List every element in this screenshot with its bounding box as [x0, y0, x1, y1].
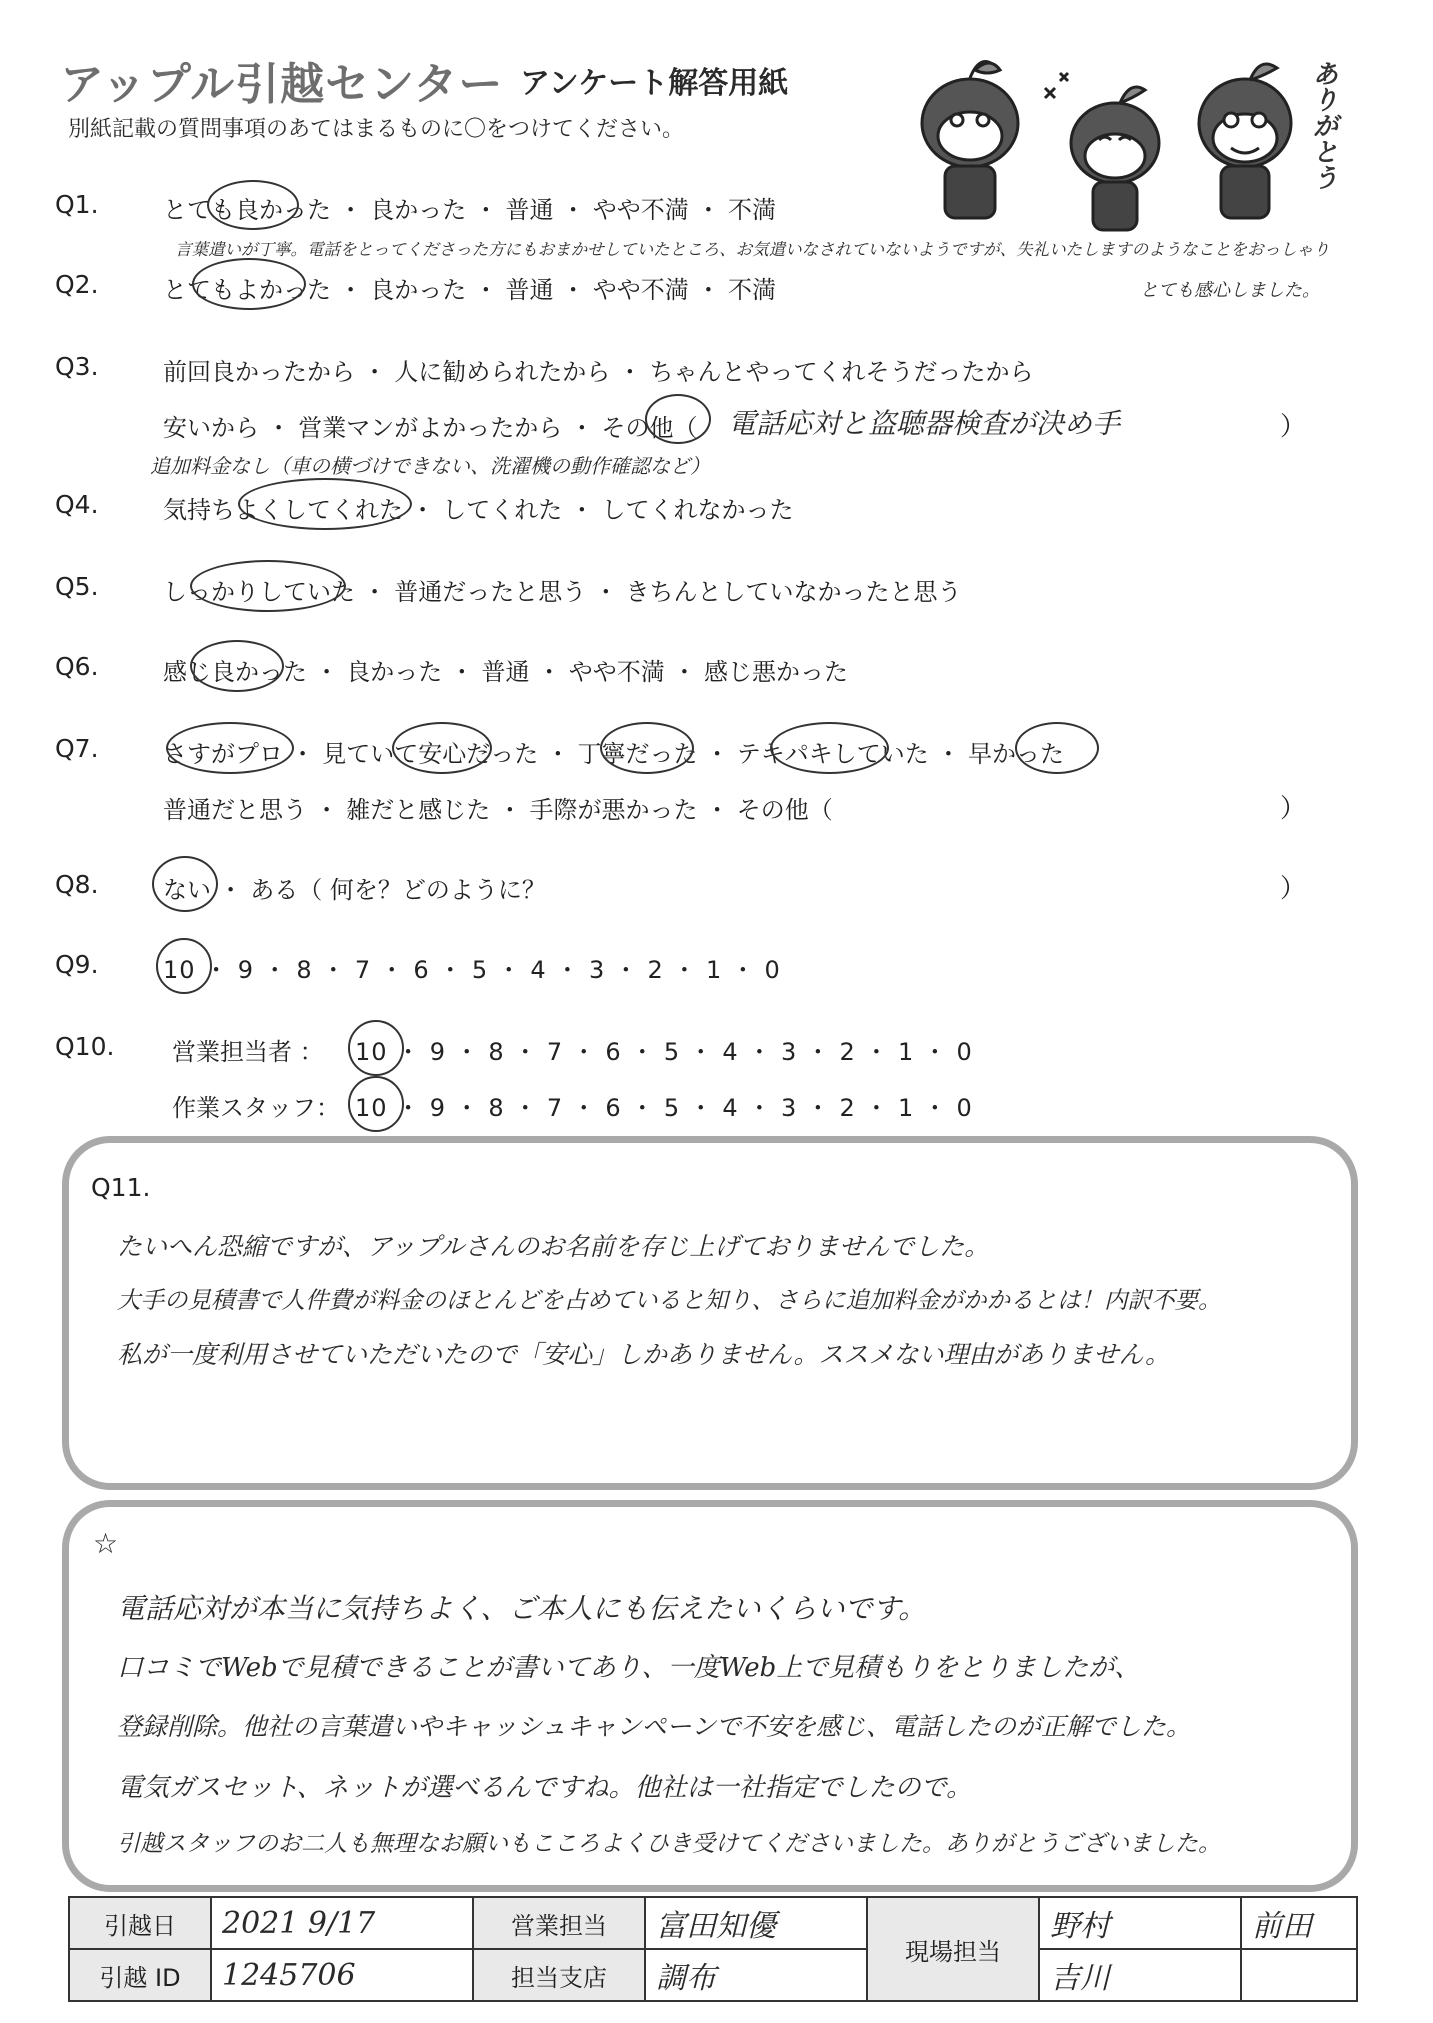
brand-title: アップル引越センター	[60, 59, 504, 110]
star-comment-box	[62, 1500, 1358, 1892]
q6-options: 感じ良かった ・ 良かった ・ 普通 ・ やや不満 ・ 感じ悪かった	[163, 658, 849, 686]
q1-handwritten-comment-2: とても感心しました。	[1140, 280, 1320, 301]
star-line-5: 引越スタッフのお二人も無理なお願いもこころよくひき受けてくださいました。ありがとうございました。	[117, 1831, 1221, 1857]
mascot-right	[1199, 64, 1291, 218]
site-staff-3-cell	[1039, 1949, 1241, 2001]
move-id-value: 1245706	[222, 1957, 356, 1993]
q9-answer-circle	[156, 938, 212, 994]
move-id-label: 引越 ID	[69, 1949, 211, 2001]
site-staff-1-value: 野村	[1050, 1909, 1110, 1944]
q3-answer-circle	[645, 394, 711, 444]
move-id-cell	[211, 1949, 473, 2001]
site-staff-2-value: 前田	[1252, 1909, 1312, 1944]
q7-options-line1: さすがプロ ・ 見ていて安心だった ・ 丁寧だった ・ テキパキしていた ・ 早かった	[163, 740, 1065, 768]
q10-sales-answer-circle	[348, 1020, 404, 1076]
q4-answer-circle	[238, 478, 412, 530]
site-label: 現場担当	[867, 1897, 1039, 2001]
instruction-text: 別紙記載の質問事項のあてはまるものに〇をつけてください。	[68, 117, 685, 142]
q1-label: Q1.	[55, 190, 99, 219]
move-date-value: 2021 9/17	[222, 1905, 376, 1941]
q7-answer-circle-hayai	[1015, 722, 1099, 774]
move-date-label: 引越日	[69, 1897, 211, 1949]
q7-answer-circle-anshin	[392, 722, 492, 774]
q8-answer-circle	[152, 856, 218, 912]
q3-close-paren: ）	[1280, 412, 1307, 442]
move-date-cell	[211, 1897, 473, 1949]
site-staff-3-value: 吉川	[1050, 1961, 1110, 1996]
mascot-illustration	[895, 48, 1340, 238]
branch-label: 担当支店	[473, 1949, 645, 2001]
q8-close-paren: ）	[1280, 874, 1307, 904]
q3-label: Q3.	[55, 352, 99, 381]
q11-line-1: たいへん恐縮ですが、アップルさんのお名前を存じ上げておりませんでした。	[117, 1232, 990, 1261]
q7-answer-circle-pro	[166, 722, 294, 774]
q3-handwritten-other-2: 追加料金なし（車の横づけできない、洗濯機の動作確認など）	[150, 454, 710, 478]
q6-answer-circle	[190, 640, 284, 692]
q3-options-line1: 前回良かったから ・ 人に勧められたから ・ ちゃんとやってくれそうだったから	[163, 358, 1034, 386]
sales-cell	[645, 1897, 867, 1949]
star-line-2: 口コミでWebで見積できることが書いてあり、一度Web上で見積もりをとりましたが、	[117, 1653, 1141, 1683]
branch-value: 調布	[656, 1961, 716, 1996]
branch-cell	[645, 1949, 867, 2001]
q10-staff-options: 10 ・ 9 ・ 8 ・ 7 ・ 6 ・ 5 ・ 4 ・ 3 ・ 2 ・ 1 ・ 0	[355, 1094, 973, 1122]
q6-label: Q6.	[55, 652, 99, 681]
q10-sales-label: 営業担当者 ：	[172, 1038, 324, 1066]
q11-line-2: 大手の見積書で人件費が料金のほとんどを占めていると知り、さらに追加料金がかかるとは！内訳不要。	[117, 1286, 1222, 1314]
site-staff-2-cell	[1241, 1897, 1357, 1949]
q8-options: ない ・ ある（ 何を？どのように？	[163, 876, 546, 904]
q5-answer-circle	[190, 560, 346, 612]
q2-options: とてもよかった ・ 良かった ・ 普通 ・ やや不満 ・ 不満	[163, 276, 777, 304]
sales-label: 営業担当	[473, 1897, 645, 1949]
q7-options-line2: 普通だと思う ・ 雑だと感じた ・ 手際が悪かった ・ その他（	[163, 796, 833, 824]
q10-staff-label: 作業スタッフ：	[172, 1094, 340, 1122]
q2-label: Q2.	[55, 270, 99, 299]
star-line-4: 電気ガスセット、ネットが選べるんですね。他社は一社指定でしたので。	[117, 1773, 973, 1803]
q11-line-3: 私が一度利用させていただいたので「安心」しかありません。ススメない理由がありません。	[117, 1340, 1171, 1369]
q1-options: とても良かった ・ 良かった ・ 普通 ・ やや不満 ・ 不満	[163, 196, 777, 224]
q11-label: Q11.	[91, 1173, 151, 1202]
star-icon: ☆	[93, 1527, 119, 1560]
q10-label: Q10.	[55, 1032, 115, 1061]
q10-sales-options: 10 ・ 9 ・ 8 ・ 7 ・ 6 ・ 5 ・ 4 ・ 3 ・ 2 ・ 1 ・ 0	[355, 1038, 973, 1066]
q5-options: しっかりしていた ・ 普通だったと思う ・ きちんとしていなかったと思う	[163, 578, 962, 606]
site-staff-empty-cell	[1241, 1949, 1357, 2001]
mascot-left	[922, 62, 1018, 218]
q9-options: 10 ・ 9 ・ 8 ・ 7 ・ 6 ・ 5 ・ 4 ・ 3 ・ 2 ・ 1 ・ 0	[163, 956, 781, 984]
form-subtitle: アンケート解答用紙	[520, 66, 789, 101]
q7-close-paren: ）	[1280, 794, 1307, 824]
footer-info-table	[68, 1896, 1358, 2002]
site-staff-1-cell	[1039, 1897, 1241, 1949]
thanks-text: ありがとう	[1308, 60, 1338, 190]
q9-label: Q9.	[55, 950, 99, 979]
q1-answer-circle	[207, 180, 299, 230]
q10-staff-answer-circle	[348, 1076, 404, 1132]
q2-answer-circle	[192, 258, 306, 310]
q1-handwritten-comment: 言葉遣いが丁寧。電話をとってくださった方にもおまかせしていたところ、お気遣いなされていないようですが、失礼いたしますのようなことをおっしゃり	[175, 240, 1330, 259]
star-line-1: 電話応対が本当に気持ちよく、ご本人にも伝えたいくらいです。	[117, 1592, 927, 1625]
q7-answer-circle-teinei	[600, 722, 694, 774]
q7-label: Q7.	[55, 734, 99, 763]
star-line-3: 登録削除。他社の言葉遣いやキャッシュキャンペーンで不安を感じ、電話したのが正解でした。	[117, 1712, 1192, 1741]
q3-handwritten-other: 電話応対と盗聴器検査が決め手	[728, 407, 1121, 440]
q4-label: Q4.	[55, 490, 99, 519]
q11-comment-box	[62, 1136, 1358, 1490]
q5-label: Q5.	[55, 572, 99, 601]
mascot-middle	[1045, 73, 1159, 230]
sales-value: 富田知優	[656, 1909, 776, 1944]
q4-options: 気持ちよくしてくれた ・ してくれた ・ してくれなかった	[163, 496, 794, 524]
q7-answer-circle-tekipaki	[770, 722, 889, 774]
q3-options-line2: 安いから ・ 営業マンがよかったから ・ その他（	[163, 414, 698, 442]
q8-label: Q8.	[55, 870, 99, 899]
